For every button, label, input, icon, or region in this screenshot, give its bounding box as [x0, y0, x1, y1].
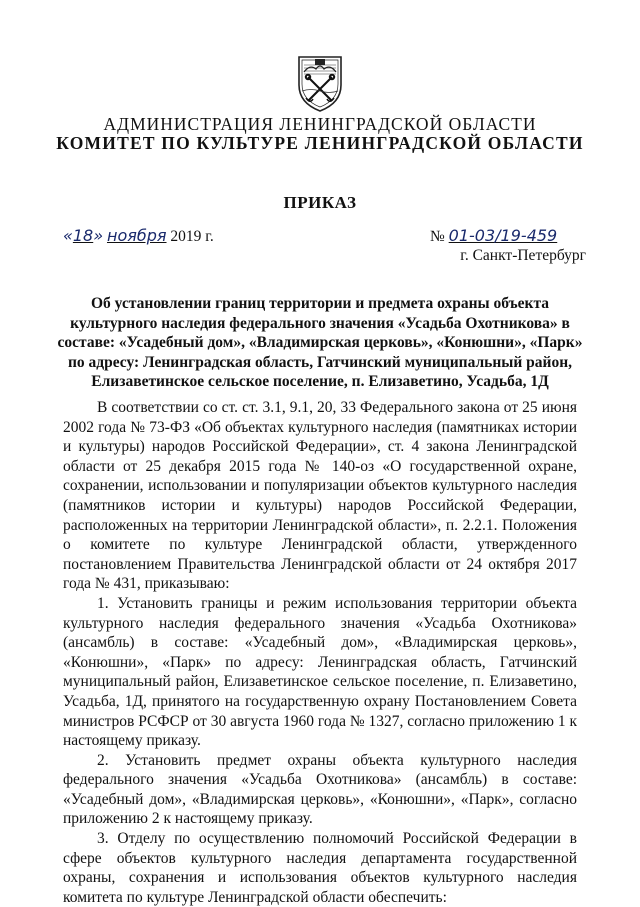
city: г. Санкт-Петербург [460, 247, 586, 264]
paragraph-item-1: 1. Установить границы и режим использования территории объекта культурного наследия федерального значения «Усадьба Охотникова» (ансамбль) в составе: «Усадебный дом», «Владимирская церковь», «Конюшни», «Парк» по адресу: Ленинградская область, Гатчинский муниципальный район, Елизаветинское сельское поселение, п. Елизаветино, Усадьба, 1Д, принятого на государственную охрану Постановлением Совета министров РСФСР от 30 августа 1960 года № 1327, согласно приложению 1 к настоящему приказу. [63, 594, 577, 750]
document-type: ПРИКАЗ [283, 193, 357, 212]
date-month: ноября [106, 226, 167, 245]
date-open-quote: « [63, 226, 73, 245]
organization-name: АДМИНИСТРАЦИЯ ЛЕНИНГРАДСКОЙ ОБЛАСТИ [103, 114, 537, 134]
document-date [63, 226, 214, 246]
coat-of-arms-icon [296, 55, 344, 113]
order-body [63, 398, 577, 907]
date-day: 18 [72, 226, 94, 245]
order-title: Об установлении границ территории и предмета охраны объекта культурного наследия федерального значения «Усадьба Охотникова» в составе: «Усадебный дом», «Владимирская церковь», «Конюшни», «Парк» по адресу: Ленинградская область, Гатчинский муниципальный район, Елизаветинское сельское поселение, п. Елизаветино, Усадьба, 1Д [57, 295, 583, 391]
document-number [430, 226, 557, 246]
paragraph-item-3: 3. Отделу по осуществлению полномочий Российской Федерации в сфере объектов культурного наследия департамента государственной охраны, сохранения и использования объектов культурного наследия комитета по культуре Ленинградской области обеспечить: [63, 830, 577, 906]
number-value: 01-03/19-459 [448, 226, 558, 245]
number-prefix: № [430, 228, 445, 245]
date-close-quote: » [93, 226, 104, 245]
paragraph-preamble: В соответствии со ст. ст. 3.1, 9.1, 20, 33 Федерального закона от 25 июня 2002 года № 73-ФЗ «Об объектах культурного наследия (памятниках истории и культуры) народов Российской Федерации», ст. 4 закона Ленинградской области от 25 декабря 2015 года № 140-оз «О государственной охране, сохранении, использовании и популяризации объектов культурного наследия (памятников истории и культуры) народов Российской Федерации, расположенных на территории Ленинградской области», п. 2.2.1. Положения о комитете по культуре Ленинградской области, утвержденного постановлением Правительства Ленинградской области от 24 октября 2017 года № 431, приказываю: [63, 399, 577, 593]
committee-name: КОМИТЕТ ПО КУЛЬТУРЕ ЛЕНИНГРАДСКОЙ ОБЛАСТИ [56, 133, 584, 153]
paragraph-item-2: 2. Установить предмет охраны объекта культурного наследия федерального значения «Усадьба Охотникова» (ансамбль) в составе: «Усадебный дом», «Владимирская церковь», «Конюшни», «Парк», согласно приложению 2 к настоящему приказу. [63, 751, 577, 828]
date-year: 2019 г. [170, 228, 214, 245]
